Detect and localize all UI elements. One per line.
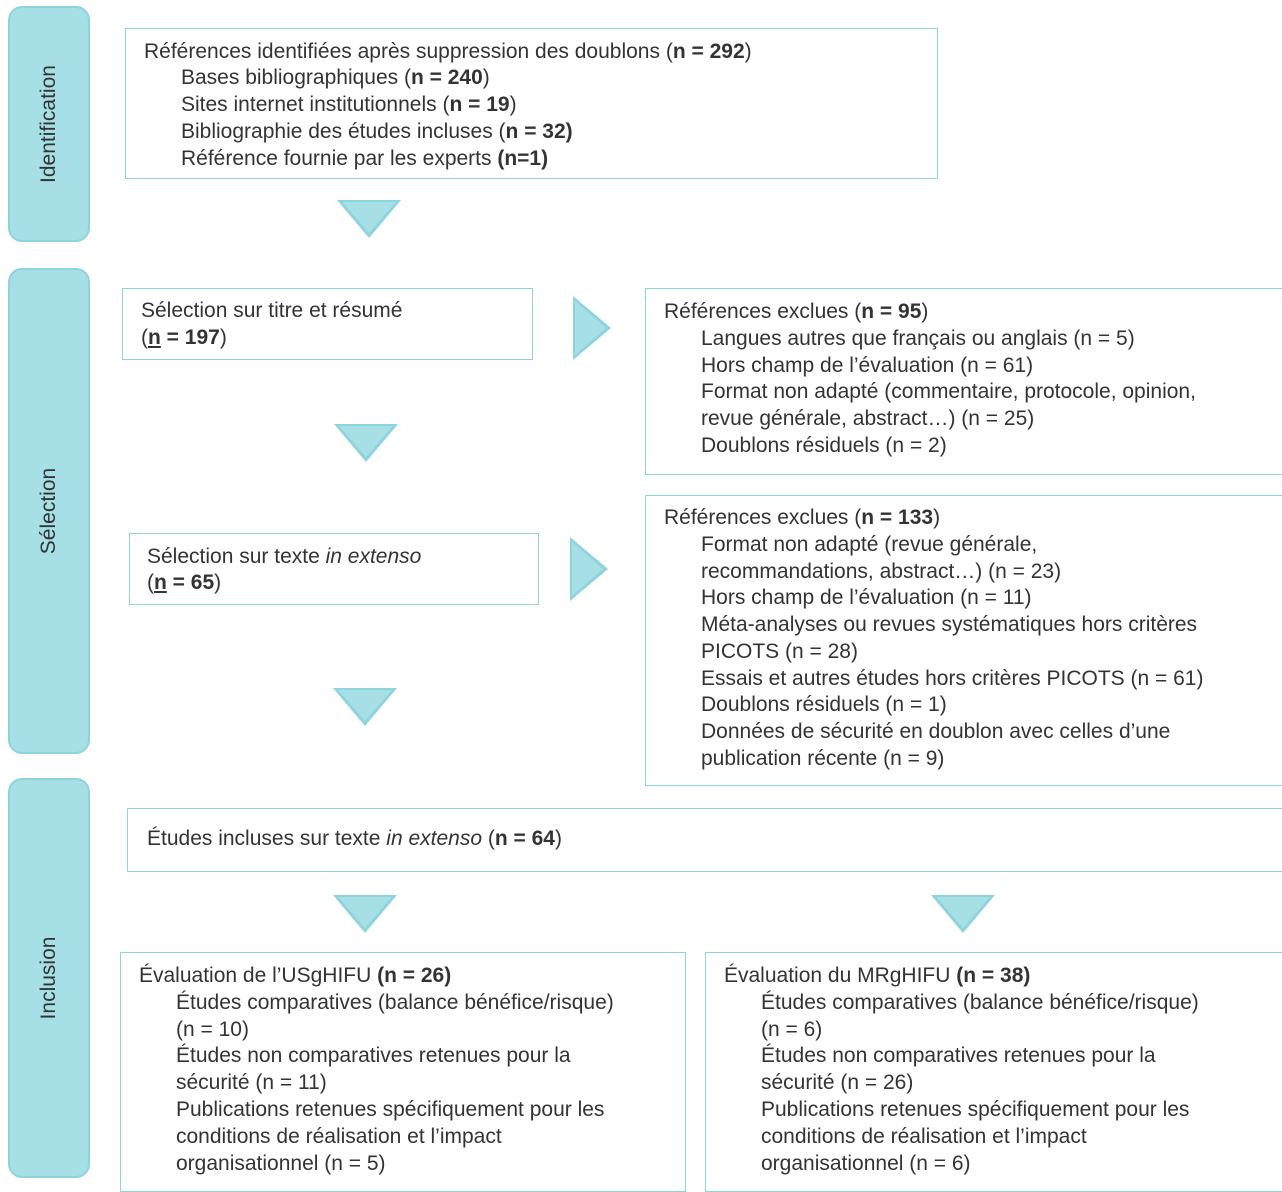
usghifu-item: Études comparatives (balance bénéfice/risque) [176, 991, 614, 1014]
phase-inclusion [8, 778, 90, 1178]
usghifu-item: Publications retenues spécifiquement pour les [176, 1098, 605, 1121]
excluded-1-title: Références exclues (n = 95) [664, 300, 929, 323]
mrghifu-item: (n = 6) [761, 1018, 823, 1041]
excluded-2-item: Données de sécurité en doublon avec celles d’une [701, 720, 1171, 743]
mrghifu-title: Évaluation du MRgHIFU (n = 38) [724, 964, 1031, 987]
usghifu-item: Études non comparatives retenues pour la [176, 1044, 571, 1067]
mrghifu-item: conditions de réalisation et l’impact [761, 1125, 1087, 1148]
excluded-references-box-1 [645, 288, 1282, 475]
title-abstract-selection-box [122, 288, 533, 360]
identification-item: Bases bibliographiques (n = 240) [181, 66, 490, 89]
phase-inclusion-label: Inclusion [37, 936, 60, 1020]
mrghifu-item: Études non comparatives retenues pour la [761, 1044, 1156, 1067]
excluded-1-item: Hors champ de l’évaluation (n = 61) [701, 354, 1034, 377]
usghifu-item: sécurité (n = 11) [176, 1071, 327, 1094]
excluded-1-item: Langues autres que français ou anglais (n = 5) [701, 327, 1135, 350]
mrghifu-item: organisationnel (n = 6) [761, 1152, 971, 1175]
excluded-2-item: Hors champ de l’évaluation (n = 11) [701, 586, 1032, 609]
mrghifu-evaluation-box [705, 952, 1282, 1192]
identification-box [125, 28, 938, 179]
usghifu-item: (n = 10) [176, 1018, 249, 1041]
excluded-2-item: Format non adapté (revue générale, [701, 533, 1038, 556]
arrow-down-icon [334, 424, 398, 462]
identification-item: Bibliographie des études incluses (n = 32) [181, 120, 573, 143]
usghifu-item: conditions de réalisation et l’impact [176, 1125, 502, 1148]
arrow-right-icon [570, 537, 608, 601]
usghifu-evaluation-box [120, 952, 686, 1192]
identification-title: Références identifiées après suppression des doublons (n = 292) [144, 40, 752, 63]
mrghifu-item: Études comparatives (balance bénéfice/risque) [761, 991, 1199, 1014]
excluded-1-item: Format non adapté (commentaire, protocole, opinion, [701, 380, 1196, 403]
excluded-2-item: recommandations, abstract…) (n = 23) [701, 560, 1062, 583]
excluded-references-box-2 [645, 495, 1282, 786]
full-text-count: (n = 65) [147, 571, 222, 594]
excluded-2-item: publication récente (n = 9) [701, 747, 945, 770]
excluded-2-item: Doublons résiduels (n = 1) [701, 693, 947, 716]
excluded-1-item: Doublons résiduels (n = 2) [701, 434, 947, 457]
arrow-down-icon [333, 688, 397, 726]
phase-identification [8, 6, 90, 242]
title-abstract-count: (n = 197) [141, 326, 227, 349]
mrghifu-item: Publications retenues spécifiquement pour les [761, 1098, 1190, 1121]
included-studies-box [127, 808, 1282, 872]
arrow-right-icon [573, 296, 611, 360]
excluded-2-item: Essais et autres études hors critères PICOTS (n = 61) [701, 667, 1204, 690]
phase-selection [8, 268, 90, 754]
phase-identification-label: Identification [37, 65, 60, 183]
identification-item: Référence fournie par les experts (n=1) [181, 147, 549, 170]
full-text-label: Sélection sur texte in extenso [147, 545, 422, 568]
mrghifu-item: sécurité (n = 26) [761, 1071, 914, 1094]
excluded-2-item: PICOTS (n = 28) [701, 640, 858, 663]
arrow-down-icon [333, 895, 397, 933]
phase-selection-label: Sélection [37, 467, 60, 555]
excluded-2-title: Références exclues (n = 133) [664, 506, 941, 529]
arrow-down-icon [337, 200, 401, 238]
title-abstract-label: Sélection sur titre et résumé [141, 299, 403, 322]
included-studies-label: Études incluses sur texte in extenso (n = 64) [147, 827, 562, 850]
excluded-2-item: Méta-analyses ou revues systématiques hors critères [701, 613, 1198, 636]
full-text-selection-box [129, 533, 539, 605]
usghifu-title: Évaluation de l’USgHIFU (n = 26) [139, 964, 452, 987]
usghifu-item: organisationnel (n = 5) [176, 1152, 386, 1175]
identification-item: Sites internet institutionnels (n = 19) [181, 93, 517, 116]
arrow-down-icon [931, 895, 995, 933]
excluded-1-item: revue générale, abstract…) (n = 25) [701, 407, 1035, 430]
